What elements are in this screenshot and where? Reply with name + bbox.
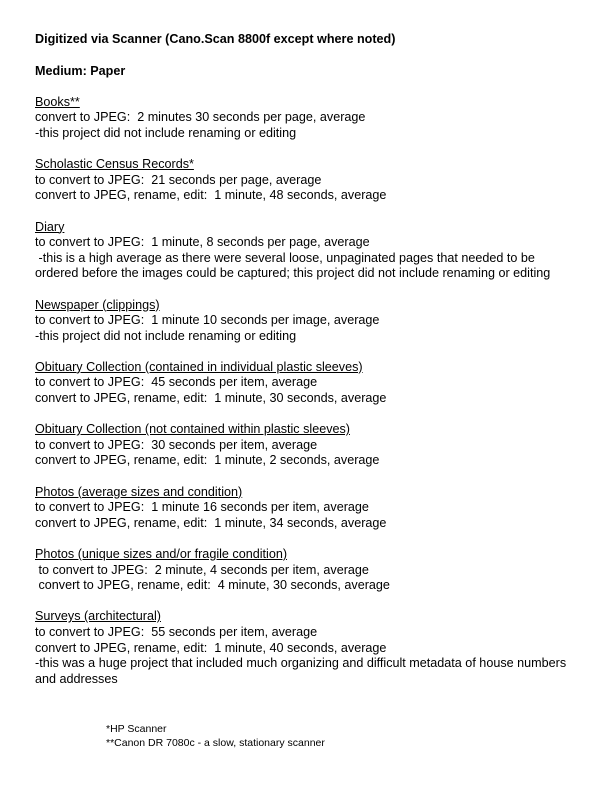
section-line: to convert to JPEG: 1 minute 10 seconds per image, average	[35, 313, 380, 328]
section-line: convert to JPEG, rename, edit: 1 minute, 48 seconds, average	[35, 188, 387, 203]
section-line: to convert to JPEG: 21 seconds per page, average	[35, 172, 322, 187]
section-line: convert to JPEG, rename, edit: 4 minute, 30 seconds, average	[35, 578, 390, 593]
section-surveys-architectural	[35, 609, 580, 687]
section-line: -this is a high average as there were several loose, unpaginated pages that needed to be ordered before the images could be captured; this project did not include renaming or editing	[35, 250, 551, 281]
section-line: convert to JPEG, rename, edit: 1 minute, 40 seconds, average	[35, 640, 387, 655]
footnote-hp-scanner: *HP Scanner	[106, 723, 167, 735]
document-body	[35, 32, 580, 687]
section-line: to convert to JPEG: 55 seconds per item, average	[35, 624, 318, 639]
section-title: Surveys (architectural)	[35, 609, 161, 624]
footnotes	[106, 722, 325, 750]
section-newspaper-clippings	[35, 298, 580, 345]
section-title: Photos (average sizes and condition)	[35, 484, 243, 499]
section-line: convert to JPEG, rename, edit: 1 minute, 2 seconds, average	[35, 453, 380, 468]
section-books	[35, 95, 580, 142]
section-title: Photos (unique sizes and/or fragile condition)	[35, 547, 288, 561]
section-line: to convert to JPEG: 2 minute, 4 seconds per item, average	[35, 562, 369, 577]
section-photos-unique	[35, 547, 580, 594]
footnote-canon-scanner: **Canon DR 7080c - a slow, stationary scanner	[106, 737, 325, 749]
section-title: Obituary Collection (contained in individual plastic sleeves)	[35, 359, 363, 374]
section-title: Newspaper (clippings)	[35, 297, 160, 312]
document-title: Digitized via Scanner (Cano.Scan 8800f except where noted)	[35, 32, 396, 46]
section-title: Scholastic Census Records*	[35, 157, 194, 172]
section-line: to convert to JPEG: 1 minute 16 seconds per item, average	[35, 500, 369, 515]
section-line: -this project did not include renaming or editing	[35, 328, 297, 343]
section-scholastic-census-records	[35, 157, 580, 204]
section-line: -this project did not include renaming or editing	[35, 125, 297, 140]
section-diary	[35, 220, 580, 282]
section-title: Diary	[35, 219, 65, 234]
section-line: to convert to JPEG: 45 seconds per item, average	[35, 375, 318, 390]
section-photos-average	[35, 485, 580, 532]
section-line: -this was a huge project that included much organizing and difficult metadata of house numbers and addresses	[35, 656, 570, 686]
section-line: convert to JPEG: 2 minutes 30 seconds per page, average	[35, 110, 366, 125]
section-line: convert to JPEG, rename, edit: 1 minute, 30 seconds, average	[35, 391, 387, 406]
section-line: to convert to JPEG: 30 seconds per item, average	[35, 437, 318, 452]
medium-label: Medium: Paper	[35, 63, 126, 78]
section-obituary-collection-no-sleeves	[35, 422, 580, 469]
section-line: convert to JPEG, rename, edit: 1 minute, 34 seconds, average	[35, 515, 387, 530]
section-line: to convert to JPEG: 1 minute, 8 seconds per page, average	[35, 235, 370, 250]
section-title: Obituary Collection (not contained within plastic sleeves)	[35, 422, 350, 437]
section-title: Books**	[35, 94, 80, 109]
section-obituary-collection-sleeves	[35, 360, 580, 407]
